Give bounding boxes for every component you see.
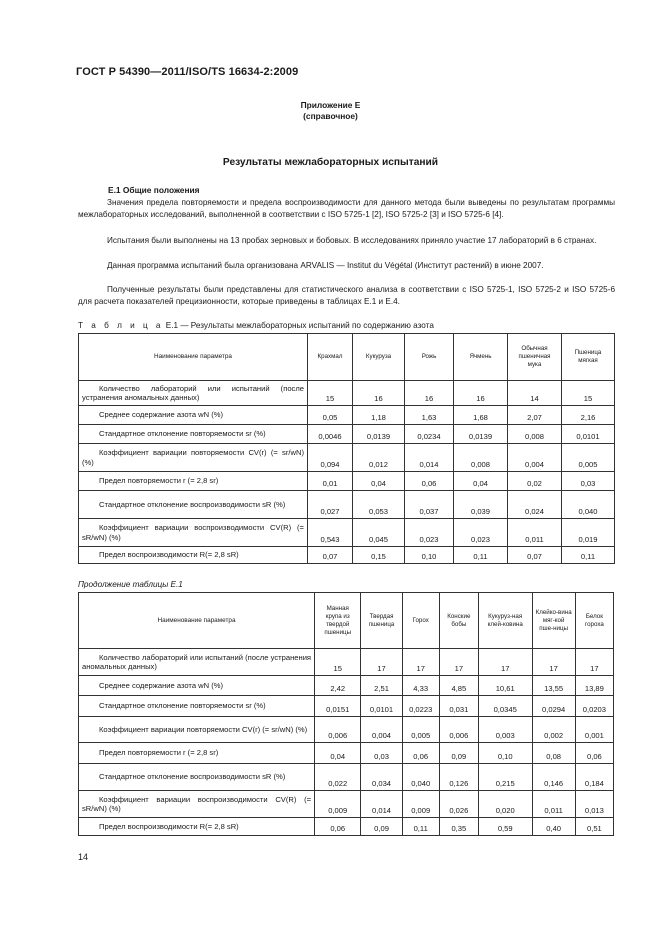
table-row [79, 472, 615, 491]
row-label: Количество лабораторий или испытаний (после устранения аномальных данных) [79, 649, 315, 676]
cell-value: 0,06 [575, 743, 613, 764]
table-row [79, 547, 615, 564]
annex-note: (справочное) [303, 111, 358, 121]
row-label: Коэффициент вариации воспроизводимости CV(R) (= sR/wN) (%) [79, 519, 308, 547]
cell-value: 15 [308, 381, 353, 406]
cell-value: 0,0139 [353, 425, 405, 444]
param-header: Наименование параметра [79, 593, 315, 649]
cell-value: 13,89 [575, 676, 613, 696]
cell-value: 0,03 [562, 472, 615, 491]
cell-value: 0,004 [361, 717, 402, 743]
table-row [79, 519, 615, 547]
cell-value: 0,10 [478, 743, 532, 764]
table-caption-prefix: Т а б л и ц а [78, 321, 164, 330]
nitrogen-results-table [78, 333, 615, 564]
cell-value: 0,040 [402, 764, 439, 791]
cell-value: 15 [562, 381, 615, 406]
cell-value: 0,11 [454, 547, 508, 564]
cell-value: 0,009 [315, 791, 361, 818]
cell-value: 0,011 [508, 519, 562, 547]
table-row [79, 381, 615, 406]
table-header-row [79, 334, 615, 381]
cell-value: 0,008 [454, 444, 508, 472]
row-label: Коэффициент вариации воспроизводимости CV(R) (= sR/wN) (%) [79, 791, 315, 818]
cell-value: 0,04 [353, 472, 405, 491]
row-label: Стандартное отклонение воспроизводимости sR (%) [79, 491, 308, 519]
cell-value: 16 [454, 381, 508, 406]
cell-value: 0,039 [454, 491, 508, 519]
cell-value: 0,005 [562, 444, 615, 472]
cell-value: 0,011 [532, 791, 575, 818]
table-row [79, 791, 614, 818]
table-caption [78, 321, 434, 330]
cell-value: 17 [361, 649, 402, 676]
cell-value: 0,014 [361, 791, 402, 818]
cell-value: 0,10 [405, 547, 454, 564]
column-header: Белок гороха [575, 593, 613, 649]
cell-value: 0,031 [439, 696, 478, 717]
column-header: Манная крупа из твердой пшеницы [315, 593, 361, 649]
cell-value: 2,07 [508, 406, 562, 425]
table-row [79, 491, 615, 519]
cell-value: 0,11 [562, 547, 615, 564]
table-row [79, 676, 614, 696]
cell-value: 0,06 [405, 472, 454, 491]
table-header-row [79, 593, 614, 649]
cell-value: 0,0046 [308, 425, 353, 444]
cell-value: 0,08 [532, 743, 575, 764]
cell-value: 2,42 [315, 676, 361, 696]
cell-value: 4,33 [402, 676, 439, 696]
row-label: Стандартное отклонение повторяемости sr (%) [79, 425, 308, 444]
cell-value: 0,034 [361, 764, 402, 791]
cell-value: 0,008 [508, 425, 562, 444]
cell-value: 16 [405, 381, 454, 406]
cell-value: 0,013 [575, 791, 613, 818]
column-header: Кукуруза [353, 334, 405, 381]
table-row [79, 743, 614, 764]
cell-value: 0,012 [353, 444, 405, 472]
paragraph: Данная программа испытаний была организована ARVALIS — Institut du Végétal (Институт растений) в июне 2007. [107, 261, 544, 270]
cell-value: 0,146 [532, 764, 575, 791]
table-row [79, 444, 615, 472]
cell-value: 17 [478, 649, 532, 676]
paragraph: Полученные результаты были представлены для статистического анализа в соответствии с ISO 5725-1, ISO 5725-2 и ISO 5725-6 для расчета показателей прецизионности, которые приведены в таблицах Е.1 и Е.4. [78, 285, 615, 306]
cell-value: 0,0345 [478, 696, 532, 717]
cell-value: 0,07 [308, 547, 353, 564]
cell-value: 0,05 [308, 406, 353, 425]
cell-value: 0,0234 [405, 425, 454, 444]
table-row [79, 764, 614, 791]
cell-value: 0,06 [315, 818, 361, 836]
cell-value: 0,126 [439, 764, 478, 791]
cell-value: 0,001 [575, 717, 613, 743]
table-row [79, 425, 615, 444]
cell-value: 0,006 [315, 717, 361, 743]
cell-value: 13,55 [532, 676, 575, 696]
cell-value: 0,014 [405, 444, 454, 472]
column-header: Клейко-вина мяг-кой пше-ницы [532, 593, 575, 649]
cell-value: 0,15 [353, 547, 405, 564]
row-label: Стандартное отклонение воспроизводимости sR (%) [79, 764, 315, 791]
document-title: Результаты межлабораторных испытаний [222, 157, 439, 168]
cell-value: 0,006 [439, 717, 478, 743]
row-label: Предел воспроизводимости R(= 2,8 sR) [79, 547, 308, 564]
annex-heading [0, 100, 661, 122]
column-header: Ячмень [454, 334, 508, 381]
table-row [79, 649, 614, 676]
cell-value: 0,053 [353, 491, 405, 519]
cell-value: 1,68 [454, 406, 508, 425]
cell-value: 0,11 [402, 818, 439, 836]
cell-value: 0,184 [575, 764, 613, 791]
row-label: Коэффициент вариации повторяемости CV(r) (= sr/wN) (%) [79, 717, 315, 743]
table-row [79, 717, 614, 743]
row-label: Предел воспроизводимости R(= 2,8 sR) [79, 818, 315, 836]
standard-header: ГОСТ Р 54390—2011/ISO/TS 16634-2:2009 [76, 66, 299, 78]
cell-value: 0,027 [308, 491, 353, 519]
cell-value: 0,07 [508, 547, 562, 564]
paragraph: Значения предела повторяемости и предела воспроизводимости для данного метода были выведены по результатам программы межлабораторных исследований, выполненной в соответствии с ISO 5725-1 [2], ISO 5725-2 [3] и ISO 5725-6 [4]. [78, 198, 615, 219]
annex-title: Приложение Е [300, 100, 361, 110]
row-label: Среднее содержание азота wN (%) [79, 676, 315, 696]
table-continuation-caption: Продолжение таблицы Е.1 [78, 580, 183, 589]
column-header: Горох [402, 593, 439, 649]
cell-value: 0,045 [353, 519, 405, 547]
cell-value: 4,85 [439, 676, 478, 696]
paragraph: Испытания были выполнены на 13 пробах зерновых и бобовых. В исследованиях приняло участие 17 лабораторий в 6 странах. [107, 236, 597, 245]
cell-value: 17 [532, 649, 575, 676]
cell-value: 0,09 [361, 818, 402, 836]
cell-value: 0,543 [308, 519, 353, 547]
cell-value: 0,02 [508, 472, 562, 491]
cell-value: 0,020 [478, 791, 532, 818]
cell-value: 0,03 [361, 743, 402, 764]
cell-value: 0,022 [315, 764, 361, 791]
nitrogen-results-table-continued [78, 592, 614, 836]
row-label: Предел повторяемости r (= 2,8 sr) [79, 472, 308, 491]
cell-value: 0,35 [439, 818, 478, 836]
column-header: Кукуруз-ная клей-ковина [478, 593, 532, 649]
cell-value: 1,18 [353, 406, 405, 425]
cell-value: 2,51 [361, 676, 402, 696]
cell-value: 0,40 [532, 818, 575, 836]
cell-value: 0,005 [402, 717, 439, 743]
cell-value: 0,003 [478, 717, 532, 743]
cell-value: 0,04 [454, 472, 508, 491]
cell-value: 0,51 [575, 818, 613, 836]
row-label: Количество лабораторий или испытаний (после устранения аномальных данных) [79, 381, 308, 406]
section-heading: Е.1 Общие положения [108, 185, 200, 195]
column-header: Обычная пшеничная мука [508, 334, 562, 381]
cell-value: 0,023 [454, 519, 508, 547]
column-header: Конские бобы [439, 593, 478, 649]
cell-value: 1,63 [405, 406, 454, 425]
cell-value: 0,026 [439, 791, 478, 818]
cell-value: 10,61 [478, 676, 532, 696]
cell-value: 0,002 [532, 717, 575, 743]
table-caption-text: Е.1 — Результаты межлабораторных испытаний по содержанию азота [163, 321, 434, 330]
cell-value: 17 [575, 649, 613, 676]
row-label: Среднее содержание азота wN (%) [79, 406, 308, 425]
column-header: Пшеница мягкая [562, 334, 615, 381]
cell-value: 2,16 [562, 406, 615, 425]
cell-value: 0,0223 [402, 696, 439, 717]
column-header: Твердая пшеница [361, 593, 402, 649]
cell-value: 0,215 [478, 764, 532, 791]
page-number: 14 [78, 852, 89, 862]
param-header: Наименование параметра [79, 334, 308, 381]
cell-value: 15 [315, 649, 361, 676]
cell-value: 0,0139 [454, 425, 508, 444]
row-label: Предел повторяемости r (= 2,8 sr) [79, 743, 315, 764]
cell-value: 0,0101 [361, 696, 402, 717]
cell-value: 0,024 [508, 491, 562, 519]
cell-value: 0,037 [405, 491, 454, 519]
cell-value: 0,04 [315, 743, 361, 764]
column-header: Рожь [405, 334, 454, 381]
cell-value: 0,004 [508, 444, 562, 472]
table-row [79, 406, 615, 425]
cell-value: 16 [353, 381, 405, 406]
cell-value: 0,06 [402, 743, 439, 764]
cell-value: 0,019 [562, 519, 615, 547]
cell-value: 17 [402, 649, 439, 676]
cell-value: 0,01 [308, 472, 353, 491]
cell-value: 0,59 [478, 818, 532, 836]
column-header: Крахмал [308, 334, 353, 381]
table-row [79, 696, 614, 717]
cell-value: 0,094 [308, 444, 353, 472]
row-label: Стандартное отклонение повторяемости sr (%) [79, 696, 315, 717]
cell-value: 0,09 [439, 743, 478, 764]
cell-value: 0,0203 [575, 696, 613, 717]
table-row [79, 818, 614, 836]
cell-value: 0,0101 [562, 425, 615, 444]
cell-value: 17 [439, 649, 478, 676]
cell-value: 0,023 [405, 519, 454, 547]
cell-value: 0,009 [402, 791, 439, 818]
cell-value: 0,0294 [532, 696, 575, 717]
row-label: Коэффициент вариации повторяемости CV(r) (= sr/wN) (%) [79, 444, 308, 472]
cell-value: 0,040 [562, 491, 615, 519]
cell-value: 0,0151 [315, 696, 361, 717]
cell-value: 14 [508, 381, 562, 406]
